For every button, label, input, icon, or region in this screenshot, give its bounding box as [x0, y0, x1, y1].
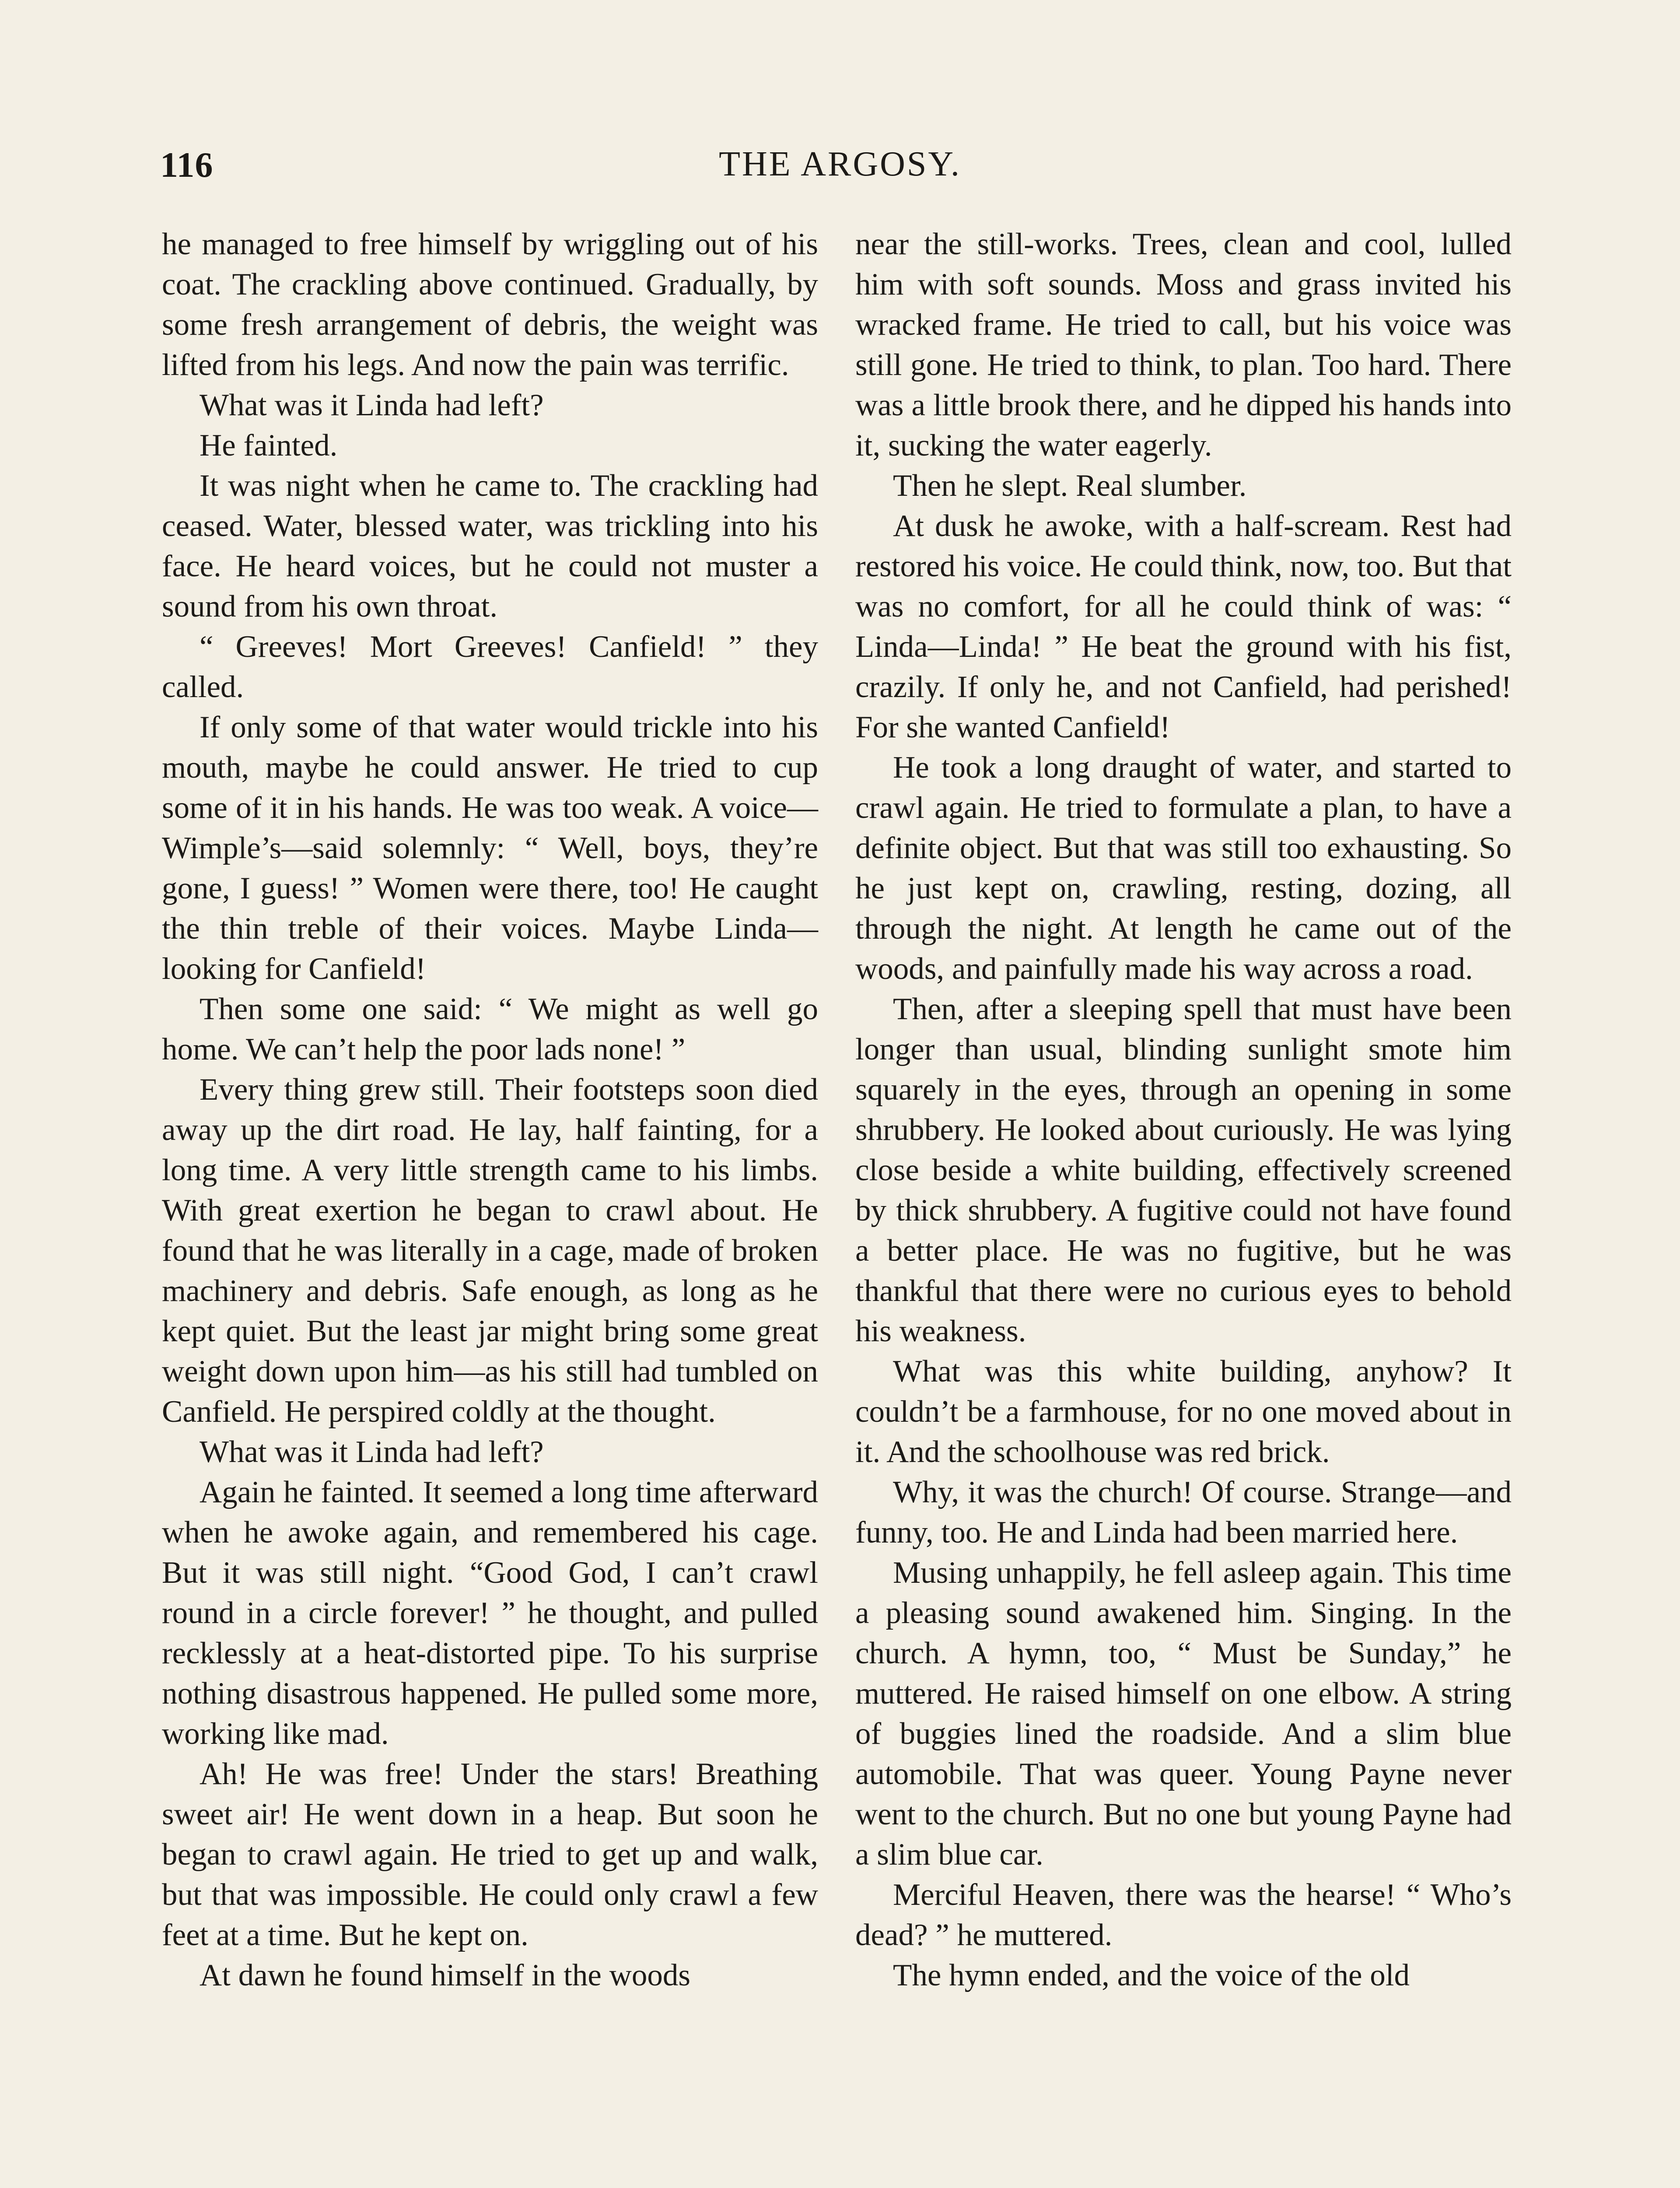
- paragraph: near the still-works. Trees, clean and cool, lulled him with soft sounds. Moss and grass invited his wracked frame. He tried to call, but his voice was still gone. He tried to think, to plan. Too hard. There was a little brook there, and he dipped his hands into it, sucking the water eagerly.: [855, 227, 1512, 463]
- paragraph: “ Greeves! Mort Greeves! Canfield! ” they called.: [162, 630, 818, 704]
- paragraph: What was it Linda had left?: [200, 388, 544, 422]
- paragraph: He took a long draught of water, and started to crawl again. He tried to formulate a plan, to have a definite object. But that was still too exhausting. So he just kept on, crawling, resting, dozing, all through the night. At length he came out of the woods, and painfully made his way across a road.: [855, 750, 1512, 986]
- page-number: 116: [160, 145, 214, 185]
- paragraph: At dawn he found himself in the woods: [200, 1958, 691, 1992]
- paragraph: Merciful Heaven, there was the hearse! “ Who’s dead? ” he muttered.: [855, 1878, 1512, 1952]
- paragraph: Then he slept. Real slumber.: [893, 469, 1247, 503]
- running-head: THE ARGOSY.: [719, 145, 961, 183]
- paragraph: Ah! He was free! Under the stars! Breathing sweet air! He went down in a heap. But soon he began to crawl again. He tried to get up and walk, but that was impossible. He could only crawl a few feet at a time. But he kept on.: [162, 1757, 818, 1952]
- paragraph: What was it Linda had left?: [200, 1435, 544, 1469]
- paragraph: It was night when he came to. The crackling had ceased. Water, blessed water, was trickling into his face. He heard voices, but he could not muster a sound from his own throat.: [162, 469, 818, 624]
- left-column: [162, 224, 818, 1995]
- paragraph: What was this white building, anyhow? It couldn’t be a farmhouse, for no one moved about in it. And the schoolhouse was red brick.: [855, 1354, 1512, 1469]
- paragraph: Every thing grew still. Their footsteps soon died away up the dirt road. He lay, half fainting, for a long time. A very little strength came to his limbs. With great exertion he began to crawl about. He found that he was literally in a cage, made of broken machinery and debris. Safe enough, as long as he kept quiet. But the least jar might bring some great weight down upon him—as his still had tumbled on Canfield. He perspired coldly at the thought.: [162, 1073, 818, 1429]
- paragraph: Then some one said: “ We might as well go home. We can’t help the poor lads none! ”: [162, 992, 818, 1066]
- paragraph: He fainted.: [200, 428, 338, 463]
- paragraph: The hymn ended, and the voice of the old: [893, 1958, 1410, 1992]
- paragraph: Musing unhappily, he fell asleep again. This time a pleasing sound awakened him. Singing. In the church. A hymn, too, “ Must be Sunday,” he muttered. He raised himself on one elbow. A string of buggies lined the roadside. And a slim blue automobile. That was queer. Young Payne never went to the church. But no one but young Payne had a slim blue car.: [855, 1556, 1512, 1872]
- paragraph: Then, after a sleeping spell that must have been longer than usual, blinding sunlight smote him squarely in the eyes, through an opening in some shrubbery. He looked about curiously. He was lying close beside a white building, effectively screened by thick shrubbery. A fugitive could not have found a better place. He was no fugitive, but he was thankful that there were no curious eyes to behold his weakness.: [855, 992, 1512, 1348]
- paragraph: he managed to free himself by wriggling out of his coat. The crackling above continued. Gradually, by some fresh arrangement of debris, the weight was lifted from his legs. And now the pain was terrific.: [162, 227, 818, 382]
- right-column: [855, 224, 1512, 1995]
- paragraph: Why, it was the church! Of course. Strange—and funny, too. He and Linda had been married here.: [855, 1475, 1512, 1550]
- paragraph: At dusk he awoke, with a half-scream. Rest had restored his voice. He could think, now, too. But that was no comfort, for all he could think of was: “ Linda—Linda! ” He beat the ground with his fist, crazily. If only he, and not Canfield, had perished! For she wanted Canfield!: [855, 509, 1512, 744]
- paragraph: Again he fainted. It seemed a long time afterward when he awoke again, and remembered his cage. But it was still night. “Good God, I can’t crawl round in a circle forever! ” he thought, and pulled recklessly at a heat-distorted pipe. To his surprise nothing disastrous happened. He pulled some more, working like mad.: [162, 1475, 818, 1751]
- paragraph: If only some of that water would trickle into his mouth, maybe he could answer. He tried to cup some of it in his hands. He was too weak. A voice—Wimple’s—said solemnly: “ Well, boys, they’re gone, I guess! ” Women were there, too! He caught the thin treble of their voices. Maybe Linda—looking for Canfield!: [162, 710, 818, 986]
